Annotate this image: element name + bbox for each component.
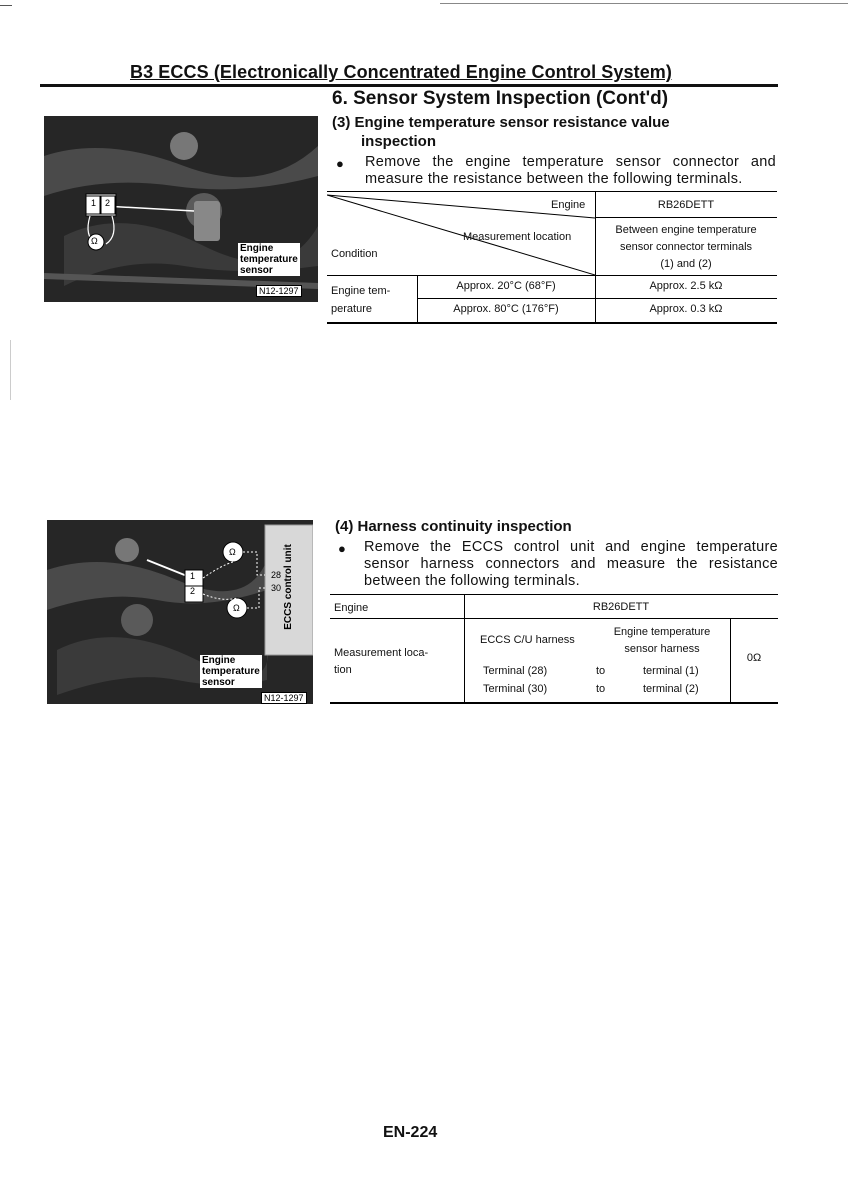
photo-2-pin-2: 2	[190, 586, 196, 596]
photo-2-terminal-30: 30	[271, 583, 282, 593]
photo-2-label-line1: Engine	[202, 655, 236, 666]
subsection-3-title-line2: inspection	[361, 133, 437, 150]
top-rule	[440, 3, 848, 4]
table-2-value: 0Ω	[746, 652, 762, 664]
photo-1-ohm-icon: Ω	[91, 236, 98, 246]
table-2-meas-label-line2: tion	[334, 664, 352, 676]
photo-2-ecu-label: ECCS control unit	[283, 544, 294, 630]
photo-2-label-line3: sensor	[202, 677, 235, 688]
table-1-model: RB26DETT	[657, 199, 715, 211]
table-2-sensor-harness-line1: Engine temperature	[613, 626, 711, 638]
table-2-row-1-from: Terminal (28)	[483, 665, 548, 677]
table-1-row-label	[331, 282, 390, 318]
table-2-row-2-to: to	[596, 683, 606, 695]
photo-1-label-line2: temperature	[240, 254, 298, 265]
photo-2-terminal-28: 28	[271, 570, 282, 580]
bullet-icon: ●	[338, 541, 347, 556]
photo-2-ohm-icon-1: Ω	[229, 547, 236, 557]
table-1-row-1-value: Approx. 2.5 kΩ	[649, 280, 723, 292]
bullet-icon: ●	[336, 156, 345, 171]
photo-1-label-line1: Engine	[240, 243, 274, 254]
subsection-3-title-line1: (3) Engine temperature sensor resistance value	[332, 114, 670, 131]
table-2-row-1-dest: terminal (1)	[643, 665, 699, 677]
subsection-4-bullet	[338, 539, 778, 590]
page-number: EN-224	[383, 1124, 438, 1141]
resistance-table	[327, 191, 777, 324]
photo-2-label-line2: temperature	[202, 666, 260, 677]
table-1-row-label-line2: perature	[331, 303, 372, 315]
table-1-terminal-desc	[595, 222, 777, 273]
table-2-sensor-harness-line2: sensor harness	[624, 643, 700, 655]
table-2-engine-header: Engine	[334, 602, 369, 614]
table-1-row-label-line1: Engine tem-	[331, 285, 391, 297]
table-1-measurement-location: Measurement location	[463, 231, 572, 243]
photo-1-label-line3: sensor	[240, 265, 273, 276]
photo-1-pin-1: 1	[91, 198, 97, 208]
table-1-terminal-desc-line1: Between engine temperature	[615, 224, 757, 236]
header-rule	[40, 84, 778, 87]
continuity-table	[330, 594, 778, 704]
subsection-3-bullet	[336, 154, 776, 188]
table-2-row-2-dest: terminal (2)	[643, 683, 699, 695]
photo-1-label	[238, 243, 300, 276]
table-1-row-2-value: Approx. 0.3 kΩ	[649, 303, 723, 315]
photo-2-ohm-icon-2: Ω	[233, 603, 240, 613]
photo-2-pin-1: 1	[190, 571, 196, 581]
margin-mark	[10, 340, 11, 400]
table-2-row-1-to: to	[596, 665, 606, 677]
photo-1-pin-2: 2	[105, 198, 111, 208]
subsection-3-title	[332, 113, 670, 151]
photo-engine-sensor-1	[44, 116, 318, 302]
table-2-cu-harness: ECCS C/U harness	[480, 634, 575, 646]
table-1-condition: Condition	[331, 248, 378, 260]
table-1-row-2-temp: Approx. 80°C (176°F)	[453, 303, 559, 315]
table-2-measurement-label	[334, 645, 428, 679]
table-2-model: RB26DETT	[592, 601, 650, 613]
subsection-4-bullet-text: Remove the ECCS control unit and engine temperature sensor harness connectors and measure the resistance between the following terminals.	[364, 539, 778, 589]
table-1-engine-header: Engine	[551, 199, 586, 211]
table-1-row-1-temp: Approx. 20°C (68°F)	[456, 280, 556, 292]
table-2-row-2-from: Terminal (30)	[483, 683, 548, 695]
subsection-4-title: (4) Harness continuity inspection	[335, 518, 572, 535]
photo-2-label	[200, 655, 262, 688]
section-title: 6. Sensor System Inspection (Cont'd)	[332, 88, 669, 109]
photo-engine-sensor-2	[47, 520, 313, 704]
photo-2-graphic	[47, 520, 313, 704]
table-1-terminal-desc-line2: sensor connector terminals	[619, 241, 753, 253]
table-1-terminal-desc-line3: (1) and (2)	[660, 258, 712, 270]
top-dash	[0, 5, 12, 6]
table-2-meas-label-line1: Measurement loca-	[334, 647, 429, 659]
photo-2-code: N12-1297	[261, 692, 307, 704]
table-2-sensor-harness	[592, 624, 732, 658]
photo-1-code: N12-1297	[256, 285, 302, 297]
subsection-3-bullet-text: Remove the engine temperature sensor connector and measure the resistance between the following terminals.	[365, 154, 776, 187]
page-header: B3 ECCS (Electronically Concentrated Engine Control System)	[130, 62, 673, 82]
